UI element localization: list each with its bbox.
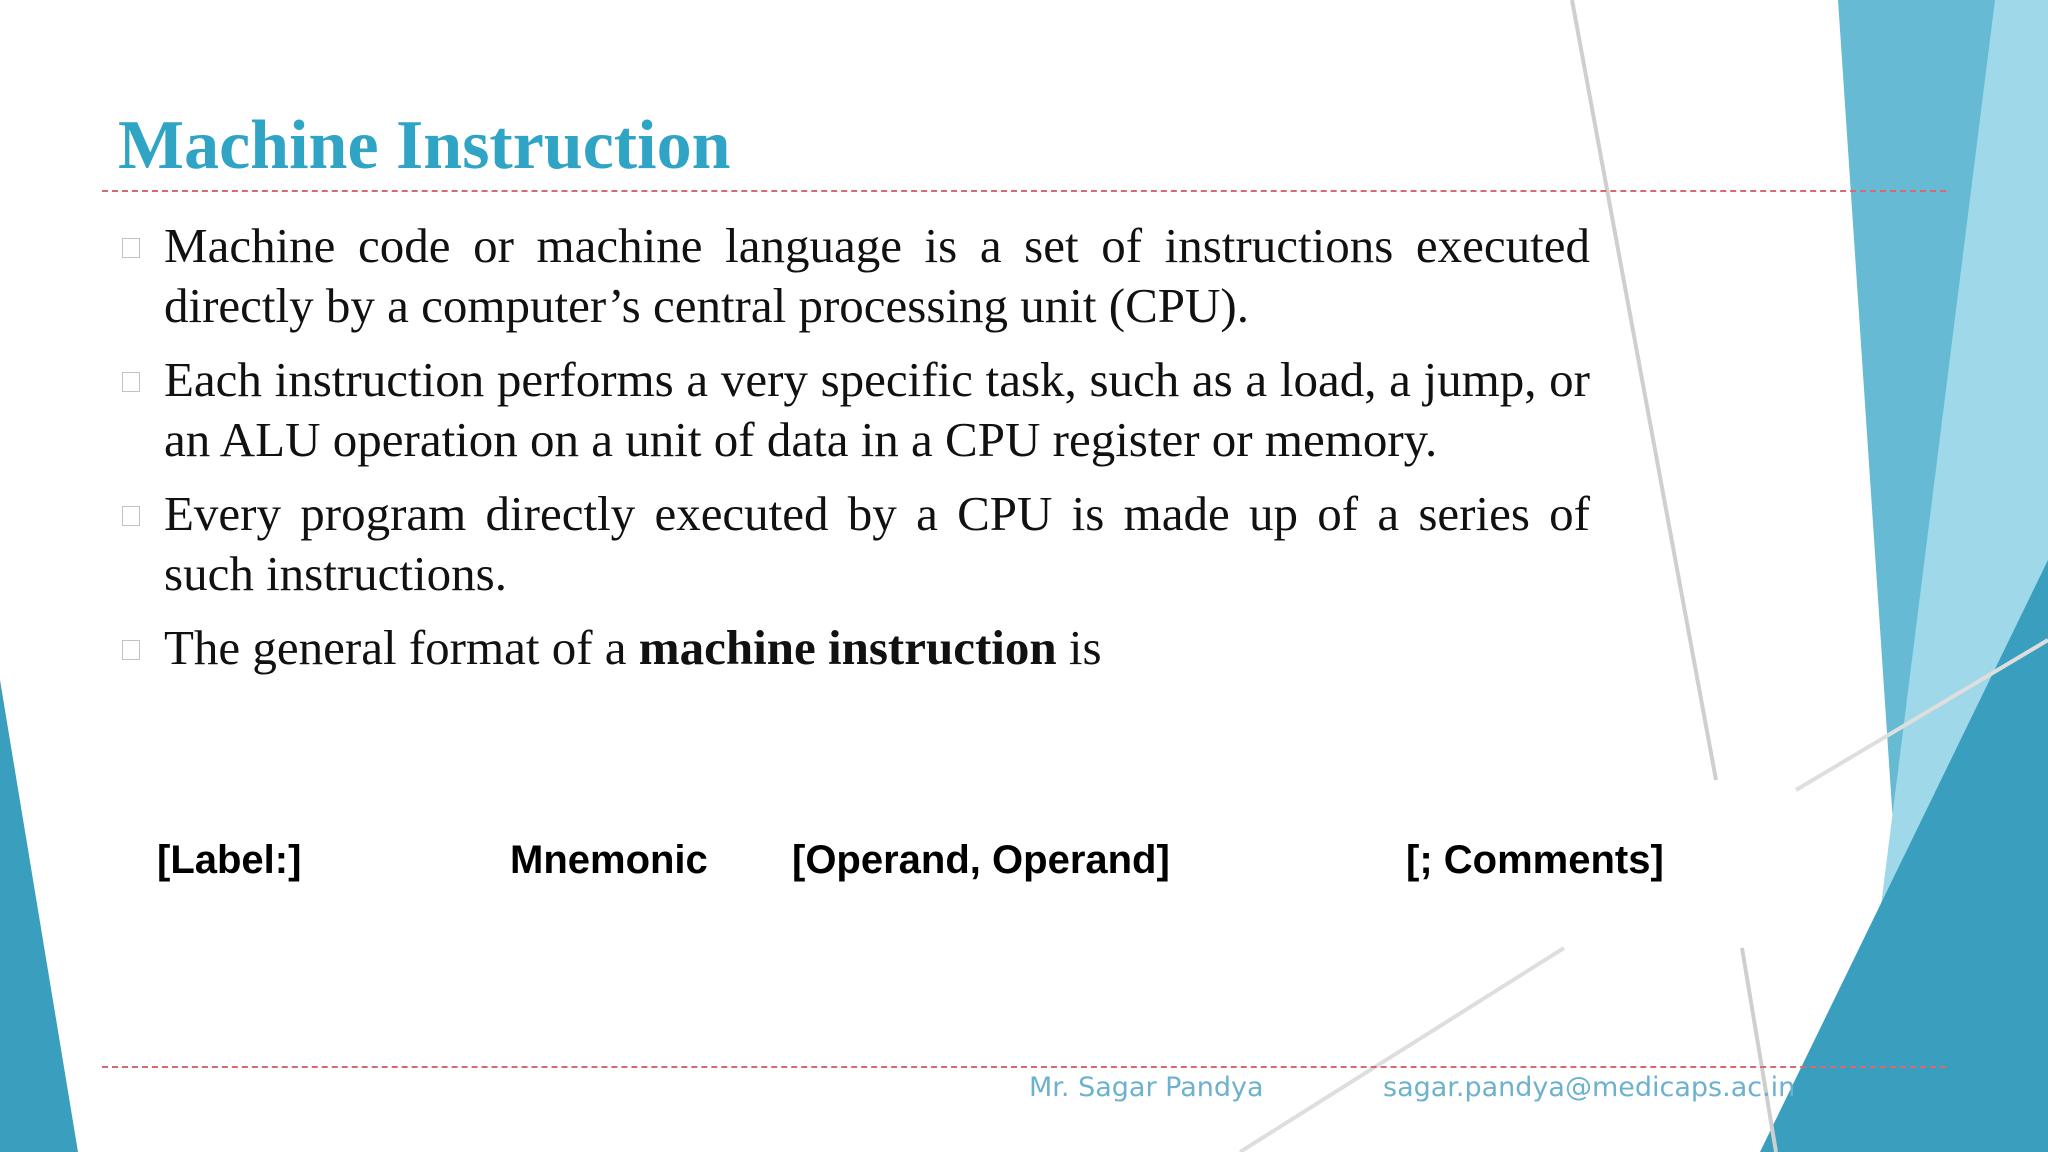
- instruction-format-row: [0, 838, 2048, 898]
- square-bullet-icon: [122, 506, 140, 526]
- bullet-text: [164, 618, 1590, 678]
- footer-author: Mr. Sagar Pandya: [1029, 1072, 1264, 1103]
- diagonal-line-3: [1240, 948, 1564, 1152]
- square-bullet-icon: [122, 372, 140, 392]
- bullet-text-emphasis: machine instruction: [638, 620, 1057, 675]
- bullet-item: [120, 484, 1590, 604]
- square-bullet-icon: [122, 238, 140, 258]
- format-comments: [; Comments]: [1406, 838, 1664, 882]
- diagonal-line-1: [1572, 0, 1716, 780]
- footer-divider: [102, 1066, 1946, 1068]
- square-bullet-icon: [122, 640, 140, 660]
- format-label: [Label:]: [157, 838, 302, 882]
- format-mnemonic: Mnemonic: [510, 838, 708, 882]
- bullet-text: Machine code or machine language is a set of instructions executed directly by a computer’s central processing unit (CPU).: [164, 218, 1590, 333]
- bullet-text: Every program directly executed by a CPU is made up of a series of such instructions.: [164, 486, 1590, 601]
- bullet-item: [120, 216, 1590, 336]
- footer-email: sagar.pandya@medicaps.ac.in: [1383, 1072, 1796, 1103]
- format-operands: [Operand, Operand]: [792, 838, 1170, 882]
- bullet-text-suffix: is: [1056, 620, 1102, 675]
- bullet-text-prefix: The general format of a: [164, 620, 639, 675]
- bullet-item: [120, 618, 1590, 678]
- title-divider: [102, 190, 1946, 192]
- bullet-list: [120, 216, 1590, 692]
- bullet-text: Each instruction performs a very specific task, such as a load, a jump, or an ALU operation on a unit of data in a CPU register or memory.: [164, 352, 1590, 467]
- bullet-item: [120, 350, 1590, 470]
- diagonal-line-2: [1742, 948, 1776, 1152]
- left-triangle: [0, 680, 78, 1152]
- slide-title: Machine Instruction: [118, 107, 731, 184]
